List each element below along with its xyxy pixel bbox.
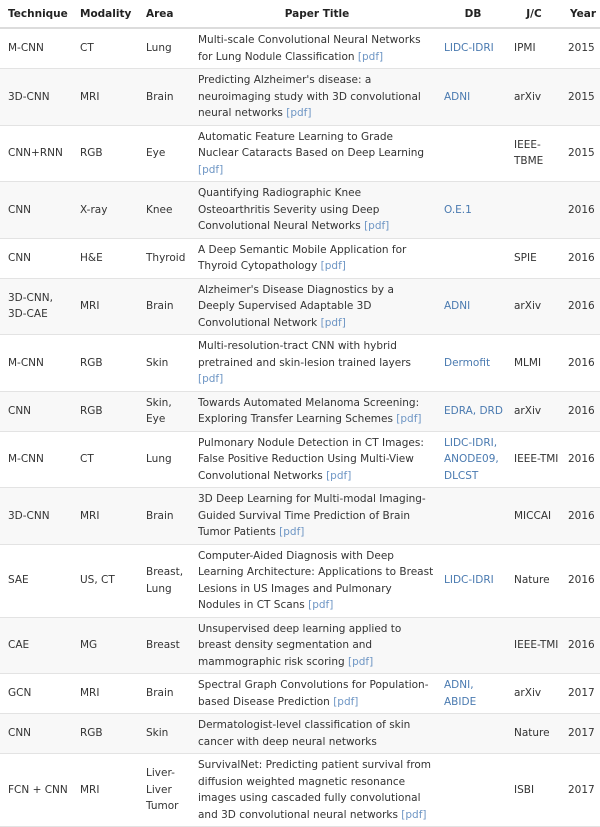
year-cell: 2016: [562, 617, 600, 674]
area-cell: Skin: [138, 714, 194, 754]
year-cell: 2016: [562, 431, 600, 488]
area-cell: Skin: [138, 335, 194, 392]
paper-title-cell: [194, 754, 440, 827]
header-row: [0, 0, 600, 28]
paper-title-text: Pulmonary Nodule Detection in CT Images: False Positive Reduction Using Multi-View Convolutional Networks: [198, 436, 424, 482]
pdf-link[interactable]: [pdf]: [348, 655, 374, 668]
db-link[interactable]: [440, 714, 506, 754]
db-link[interactable]: ADNI: [440, 278, 506, 335]
venue-cell: IEEE-TMI: [506, 431, 562, 488]
area-cell: Lung: [138, 431, 194, 488]
venue-cell: arXiv: [506, 278, 562, 335]
area-cell: Breast: [138, 617, 194, 674]
table-row: [0, 754, 600, 827]
pdf-link[interactable]: [pdf]: [326, 469, 352, 482]
year-cell: 2016: [562, 391, 600, 431]
year-cell: 2016: [562, 335, 600, 392]
venue-cell: IPMI: [506, 28, 562, 69]
year-cell: 2017: [562, 754, 600, 827]
table-row: [0, 335, 600, 392]
pdf-link[interactable]: [pdf]: [401, 808, 427, 821]
technique-cell: 3D-CNN, 3D-CAE: [0, 278, 72, 335]
area-cell: Liver-Liver Tumor: [138, 754, 194, 827]
area-cell: Lung: [138, 28, 194, 69]
modality-cell: CT: [72, 28, 138, 69]
header-year[interactable]: Year: [562, 0, 600, 28]
db-link[interactable]: EDRA, DRD: [440, 391, 506, 431]
area-cell: Eye: [138, 125, 194, 182]
year-cell: 2016: [562, 182, 600, 239]
area-cell: Skin, Eye: [138, 391, 194, 431]
pdf-link[interactable]: [pdf]: [396, 413, 422, 425]
paper-title-cell: [194, 674, 440, 714]
year-cell: 2016: [562, 488, 600, 545]
technique-cell: M-CNN: [0, 28, 72, 69]
technique-cell: CAE: [0, 617, 72, 674]
modality-cell: X-ray: [72, 182, 138, 239]
table-row: [0, 278, 600, 335]
pdf-link[interactable]: [pdf]: [198, 373, 224, 385]
db-link[interactable]: Dermofit: [440, 335, 506, 392]
venue-cell: IEEE-TBME: [506, 125, 562, 182]
venue-cell: MLMI: [506, 335, 562, 392]
area-cell: Brain: [138, 278, 194, 335]
venue-cell: arXiv: [506, 674, 562, 714]
year-cell: 2016: [562, 278, 600, 335]
year-cell: 2016: [562, 544, 600, 617]
db-link[interactable]: [440, 125, 506, 182]
paper-title-text: Computer-Aided Diagnosis with Deep Learning Architecture: Applications to Breast Lesions in US Images and Pulmonary Nodules in CT Scans: [198, 549, 434, 611]
technique-cell: CNN+RNN: [0, 125, 72, 182]
pdf-link[interactable]: [pdf]: [320, 260, 346, 272]
venue-cell: IEEE-TMI: [506, 617, 562, 674]
paper-title-text: Quantifying Radiographic Knee Osteoarthritis Severity using Deep Convolutional Neural Networks: [198, 187, 380, 232]
paper-title-text: A Deep Semantic Mobile Application for Thyroid Cytopathology: [198, 243, 407, 272]
paper-title-cell: [194, 28, 440, 69]
db-link[interactable]: [440, 754, 506, 827]
modality-cell: MRI: [72, 674, 138, 714]
pdf-link[interactable]: [pdf]: [333, 695, 359, 708]
modality-cell: MRI: [72, 278, 138, 335]
db-link[interactable]: [440, 617, 506, 674]
table-row: [0, 391, 600, 431]
db-link[interactable]: LIDC-IDRI, ANODE09, DLCST: [440, 431, 506, 488]
paper-title-text: 3D Deep Learning for Multi-modal Imaging-Guided Survival Time Prediction of Brain Tumor Patients: [198, 493, 426, 538]
db-link[interactable]: [440, 238, 506, 278]
modality-cell: US, CT: [72, 544, 138, 617]
paper-title-text: Dermatologist-level classification of skin cancer with deep neural networks: [198, 719, 411, 748]
pdf-link[interactable]: [pdf]: [279, 526, 305, 538]
modality-cell: CT: [72, 431, 138, 488]
header-jc[interactable]: J/C: [506, 0, 562, 28]
db-link[interactable]: O.E.1: [440, 182, 506, 239]
year-cell: 2015: [562, 28, 600, 69]
venue-cell: [506, 182, 562, 239]
year-cell: 2016: [562, 238, 600, 278]
venue-cell: ISBI: [506, 754, 562, 827]
modality-cell: MRI: [72, 754, 138, 827]
table-row: [0, 69, 600, 126]
table-body: [0, 28, 600, 827]
pdf-link[interactable]: [pdf]: [320, 316, 346, 329]
venue-cell: arXiv: [506, 391, 562, 431]
paper-title-text: Automatic Feature Learning to Grade Nuclear Cataracts Based on Deep Learning: [198, 130, 425, 159]
technique-cell: CNN: [0, 391, 72, 431]
header-modality[interactable]: Modality: [72, 0, 138, 28]
area-cell: Brain: [138, 69, 194, 126]
modality-cell: RGB: [72, 391, 138, 431]
modality-cell: RGB: [72, 335, 138, 392]
pdf-link[interactable]: [pdf]: [308, 599, 334, 611]
paper-title-text: Spectral Graph Convolutions for Population-based Disease Prediction: [198, 679, 429, 708]
paper-title-cell: [194, 714, 440, 754]
paper-title-cell: [194, 431, 440, 488]
year-cell: 2017: [562, 674, 600, 714]
paper-title-text: Predicting Alzheimer's disease: a neuroimaging study with 3D convolutional neural networks: [198, 74, 421, 119]
technique-cell: FCN + CNN: [0, 754, 72, 827]
db-link[interactable]: LIDC-IDRI: [440, 28, 506, 69]
db-link[interactable]: LIDC-IDRI: [440, 544, 506, 617]
area-cell: Knee: [138, 182, 194, 239]
venue-cell: Nature: [506, 544, 562, 617]
db-link[interactable]: ADNI, ABIDE: [440, 674, 506, 714]
paper-title-text: Alzheimer's Disease Diagnostics by a Deeply Supervised Adaptable 3D Convolutional Network: [198, 283, 394, 329]
venue-cell: Nature: [506, 714, 562, 754]
pdf-link[interactable]: [pdf]: [286, 107, 312, 119]
pdf-link[interactable]: [pdf]: [364, 220, 390, 232]
year-cell: 2015: [562, 125, 600, 182]
paper-title-cell: [194, 182, 440, 239]
pdf-link[interactable]: [pdf]: [357, 50, 384, 63]
table-row: [0, 714, 600, 754]
technique-cell: 3D-CNN: [0, 488, 72, 545]
modality-cell: MG: [72, 617, 138, 674]
table-row: [0, 125, 600, 182]
area-cell: Brain: [138, 674, 194, 714]
paper-title-cell: [194, 544, 440, 617]
year-cell: 2017: [562, 714, 600, 754]
paper-title-cell: [194, 238, 440, 278]
table-row: [0, 617, 600, 674]
header-db[interactable]: DB: [440, 0, 506, 28]
modality-cell: MRI: [72, 488, 138, 545]
table-row: [0, 674, 600, 714]
paper-title-cell: [194, 335, 440, 392]
technique-cell: CNN: [0, 238, 72, 278]
table-row: [0, 431, 600, 488]
table-row: [0, 182, 600, 239]
year-cell: 2015: [562, 69, 600, 126]
table-row: [0, 238, 600, 278]
area-cell: Thyroid: [138, 238, 194, 278]
header-area[interactable]: Area: [138, 0, 194, 28]
venue-cell: SPIE: [506, 238, 562, 278]
table-row: [0, 544, 600, 617]
modality-cell: MRI: [72, 69, 138, 126]
modality-cell: RGB: [72, 125, 138, 182]
paper-title-text: Multi-scale Convolutional Neural Networks for Lung Nodule Classification: [198, 34, 421, 63]
paper-title-cell: [194, 488, 440, 545]
table-row: [0, 488, 600, 545]
technique-cell: SAE: [0, 544, 72, 617]
technique-cell: CNN: [0, 714, 72, 754]
paper-title-cell: [194, 278, 440, 335]
header-technique[interactable]: Technique: [0, 0, 72, 28]
table-row: [0, 28, 600, 69]
modality-cell: RGB: [72, 714, 138, 754]
paper-title-text: SurvivalNet: Predicting patient survival from diffusion weighted magnetic resonance images using cascaded fully convolutional and 3D convolutional neural networks: [198, 759, 431, 821]
venue-cell: MICCAI: [506, 488, 562, 545]
paper-title-text: Towards Automated Melanoma Screening: Exploring Transfer Learning Schemes: [198, 396, 420, 425]
pdf-link[interactable]: [pdf]: [198, 163, 224, 176]
paper-title-cell: [194, 617, 440, 674]
venue-cell: arXiv: [506, 69, 562, 126]
header-paper-title[interactable]: Paper Title: [194, 0, 440, 28]
db-link[interactable]: ADNI: [440, 69, 506, 126]
technique-cell: 3D-CNN: [0, 69, 72, 126]
paper-title-text: Multi-resolution-tract CNN with hybrid pretrained and skin-lesion trained layers: [198, 340, 412, 369]
paper-title-cell: [194, 125, 440, 182]
modality-cell: H&E: [72, 238, 138, 278]
paper-title-cell: [194, 69, 440, 126]
technique-cell: CNN: [0, 182, 72, 239]
paper-title-cell: [194, 391, 440, 431]
technique-cell: GCN: [0, 674, 72, 714]
area-cell: Breast, Lung: [138, 544, 194, 617]
technique-cell: M-CNN: [0, 335, 72, 392]
db-link[interactable]: [440, 488, 506, 545]
paper-title-text: Unsupervised deep learning applied to breast density segmentation and mammographic risk scoring: [198, 622, 402, 668]
technique-cell: M-CNN: [0, 431, 72, 488]
area-cell: Brain: [138, 488, 194, 545]
